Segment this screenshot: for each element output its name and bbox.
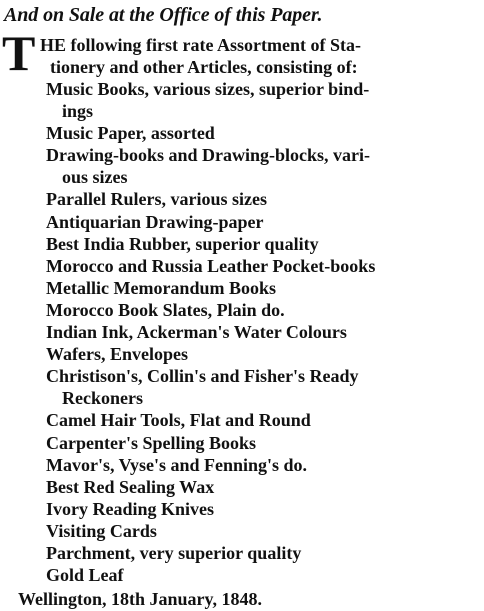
list-item-text: Mavor's, Vyse's and Fenning's do. [46,454,308,475]
list-item [0,299,484,321]
list-item-text: Best India Rubber, superior quality [46,233,319,254]
advertisement-heading: And on Sale at the Office of this Paper. [4,4,323,26]
list-item [0,122,484,144]
list-item [0,277,484,299]
list-item [0,188,484,210]
list-item-text: Metallic Memorandum Books [46,277,276,298]
drop-cap-letter: T [2,25,36,81]
intro-paragraph [40,34,484,78]
list-item-text: Music Books, various sizes, superior bind- [46,79,370,99]
dateline: Wellington, 18th January, 1848. [18,589,263,609]
list-item [0,343,484,365]
list-item [0,78,484,122]
list-item-text: Best Red Sealing Wax [46,476,215,497]
list-item [0,476,484,498]
list-item [0,432,484,454]
list-item-text: Parchment, very superior quality [46,542,302,563]
list-item [0,520,484,542]
list-item [0,409,484,431]
list-item [0,144,484,188]
list-item [0,498,484,520]
list-item [0,255,484,277]
intro-line-2: tionery and other Articles, consisting of: [50,57,358,77]
list-item-text: Indian Ink, Ackerman's Water Colours [46,322,347,343]
list-item-text: Music Paper, assorted [46,123,215,144]
list-item [0,365,484,409]
list-item-continuation: Reckoners [62,388,143,409]
intro-line-1: HE following first rate Assortment of Sta- [40,35,361,55]
list-item-text: Camel Hair Tools, Flat and Round [46,410,311,431]
list-item-text: Wafers, Envelopes [46,344,188,365]
list-item-text: Drawing-books and Drawing-blocks, vari- [46,145,371,166]
list-item [0,321,484,343]
list-item-text: Ivory Reading Knives [46,498,215,519]
list-item-text: Gold Leaf [46,565,124,586]
list-item-continuation: ings [62,101,94,122]
list-item [0,564,484,586]
list-item-continuation: ous sizes [62,167,128,188]
list-item-text: Morocco and Russia Leather Pocket-books [46,255,376,276]
list-item-text: Parallel Rulers, various sizes [46,189,267,210]
list-item [0,454,484,476]
list-item-text: Morocco Book Slates, Plain do. [46,299,285,320]
list-item-text: Christison's, Collin's and Fisher's Ready [46,366,359,387]
list-item-text: Visiting Cards [46,520,157,541]
list-item-text: Carpenter's Spelling Books [46,432,257,453]
stationery-list [0,78,484,586]
list-item [0,233,484,255]
list-item [0,211,484,233]
list-item-text: Antiquarian Drawing-paper [46,211,264,232]
list-item [0,542,484,564]
